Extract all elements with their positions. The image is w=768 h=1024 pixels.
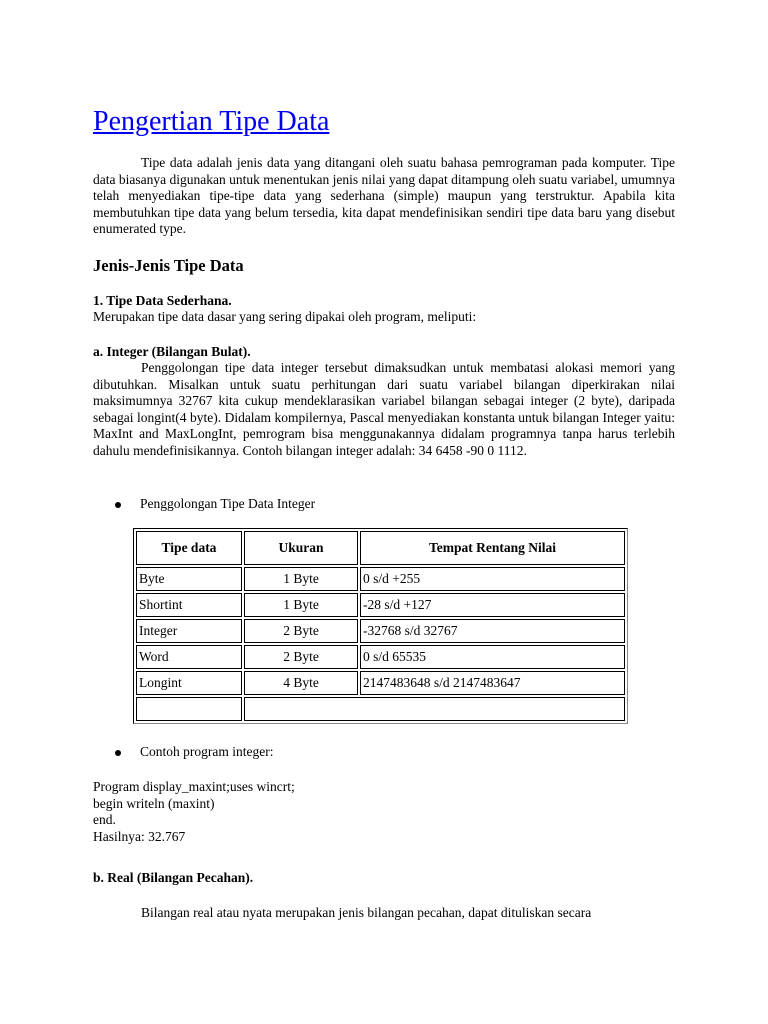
bullet-text: Contoh program integer: (140, 744, 274, 759)
table-header-row (136, 531, 625, 565)
table-header-cell: Tempat Rentang Nilai (360, 531, 625, 565)
real-paragraph: Bilangan real atau nyata merupakan jenis bilangan pecahan, dapat dituliskan secara (141, 905, 592, 920)
table-cell: Byte (136, 567, 242, 591)
table-empty-row (136, 697, 625, 721)
table-row (136, 593, 625, 617)
table-cell: 1 Byte (244, 593, 358, 617)
table-row (136, 619, 625, 643)
table-cell: 0 s/d 65535 (360, 645, 625, 669)
table-cell: 0 s/d +255 (360, 567, 625, 591)
simple-type-text: Merupakan tipe data dasar yang sering dipakai oleh program, meliputi: (93, 309, 477, 324)
simple-type-heading: 1. Tipe Data Sederhana. (93, 293, 232, 308)
table-cell: Longint (136, 671, 242, 695)
code-line: Program display_maxint;uses wincrt; (93, 779, 295, 794)
table-row (136, 671, 625, 695)
table-cell: 2 Byte (244, 645, 358, 669)
table-cell: Shortint (136, 593, 242, 617)
table-row (136, 645, 625, 669)
table-cell: Word (136, 645, 242, 669)
section-heading: Jenis-Jenis Tipe Data (93, 256, 244, 275)
code-line: begin writeln (maxint) (93, 795, 215, 811)
table-cell: 1 Byte (244, 567, 358, 591)
table-cell: 4 Byte (244, 671, 358, 695)
page-title[interactable]: Pengertian Tipe Data (93, 106, 330, 137)
integer-type-table (133, 528, 628, 724)
code-line: end. (93, 812, 116, 827)
table-cell: -28 s/d +127 (360, 593, 625, 617)
integer-heading: a. Integer (Bilangan Bulat). (93, 344, 251, 359)
table-cell: -32768 s/d 32767 (360, 619, 625, 643)
intro-paragraph: Tipe data adalah jenis data yang ditangani oleh suatu bahasa pemrograman pada komputer. Tipe data biasanya digunakan untuk menentukan jenis nilai yang dapat ditampung oleh suatu variabel, umumnya telah menyediakan tipe-tipe data yang sederhana (simple) maupun yang terstruktur. Apabila kita membutuhkan tipe data yang belum tersedia, kita dapat mendefinisikan sendiri tipe data baru yang disebut enumerated type. (93, 155, 675, 236)
table-header-cell: Ukuran (244, 531, 358, 565)
table-cell-empty (136, 697, 242, 721)
bullet-text: Penggolongan Tipe Data Integer (140, 496, 316, 511)
table-cell: Integer (136, 619, 242, 643)
integer-paragraph: Penggolongan tipe data integer tersebut dimaksudkan untuk membatasi alokasi memori yang dibutuhkan. Misalkan untuk suatu perhitungan dari suatu variabel bilangan diperkirakan nilai maksimumnya 32767 kita cukup mendeklarasikan variabel bilangan sebagai integer (2 byte), daripada sebagai longint(4 byte). Didalam kompilernya, Pascal menyediakan konstanta untuk bilangan Integer yaitu: MaxInt and MaxLongInt, pemrogram bisa menggunakannya didalam programnya tanpa harus terlebih dahulu mendefinisikannya. Contoh bilangan integer adalah: 34 6458 -90 0 1112. (93, 360, 675, 458)
table-header-cell: Tipe data (136, 531, 242, 565)
table-cell: 2 Byte (244, 619, 358, 643)
table-cell-empty (244, 697, 625, 721)
real-heading: b. Real (Bilangan Pecahan). (93, 870, 254, 885)
code-example (93, 779, 295, 845)
table-row (136, 567, 625, 591)
bullet-icon (115, 502, 121, 508)
table-cell: 2147483648 s/d 2147483647 (360, 671, 625, 695)
code-result: Hasilnya: 32.767 (93, 828, 186, 844)
bullet-icon (115, 750, 121, 756)
